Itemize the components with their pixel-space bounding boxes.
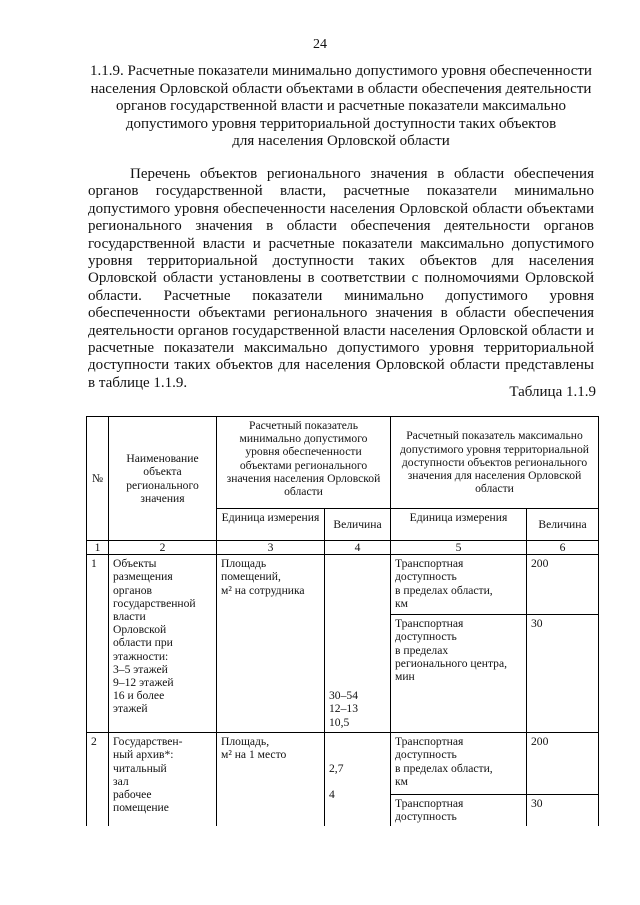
value: 10,5 (329, 715, 350, 729)
header-name: Наименование объекта регионального значения (109, 417, 217, 541)
name-line: зал (113, 774, 129, 788)
name-line: 3–5 этажей (113, 662, 168, 676)
access-value: 30 (527, 795, 599, 826)
header-min-group: Расчетный показатель минимально допустимого уровня обеспеченности объектами регионального значения населения Орловской области (217, 417, 391, 509)
access-line: в пределах области, (395, 583, 493, 597)
name-line: государственной (113, 596, 196, 610)
access-line: доступность (395, 748, 457, 762)
name-line: власти (113, 610, 146, 624)
name-line: читальный (113, 761, 167, 775)
value: 30–54 (329, 689, 358, 703)
name-line: этажей (113, 702, 148, 716)
access-line: в пределах области, (395, 761, 493, 775)
heading-line: 1.1.9. Расчетные показатели минимально допустимого уровня обеспеченности (90, 63, 592, 79)
name-line: ный архив*: (113, 748, 174, 762)
value: 2,7 (329, 762, 344, 776)
col-number: 1 (87, 541, 109, 555)
access-line: доступность (395, 570, 457, 584)
unit-line: м² на сотрудника (221, 583, 305, 597)
access-value: 200 (527, 555, 599, 615)
name-line: Государствен- (113, 735, 183, 749)
column-numbers-row (87, 541, 599, 555)
row-num: 2 (87, 733, 109, 826)
access-line: Транспортная (395, 735, 464, 749)
access-line: Транспортная (395, 797, 464, 811)
access-line: мин (395, 670, 415, 684)
name-line: Объекты (113, 557, 157, 571)
name-line: Орловской (113, 623, 167, 637)
table-row (87, 555, 599, 615)
header-num: № (87, 417, 109, 541)
header-max-group: Расчетный показатель максимально допустимого уровня территориальной доступности объектов регионального значения для населения Орловской области (391, 417, 599, 509)
unit-line: помещений, (221, 570, 281, 584)
row-name (109, 555, 217, 733)
access-unit (391, 615, 527, 733)
row-unit (217, 733, 325, 826)
table-caption: Таблица 1.1.9 (509, 384, 596, 400)
access-unit (391, 555, 527, 615)
name-line: области при (113, 636, 173, 650)
section-heading (80, 63, 602, 151)
header-unit-2: Единица измерения (391, 509, 527, 541)
col-number: 6 (527, 541, 599, 555)
name-line: этажности: (113, 649, 169, 663)
row-name (109, 733, 217, 826)
name-line: размещения (113, 570, 173, 584)
access-line: доступность (395, 810, 457, 824)
access-unit (391, 733, 527, 795)
header-value-2: Величина (527, 509, 599, 541)
access-line: регионального центра, (395, 656, 507, 670)
col-number: 4 (325, 541, 391, 555)
access-line: км (395, 774, 408, 788)
access-line: Транспортная (395, 617, 464, 631)
col-number: 5 (391, 541, 527, 555)
header-unit: Единица измерения (217, 509, 325, 541)
heading-line: органов государственной власти и расчетные показатели максимально (116, 98, 566, 114)
indicators-table (86, 416, 599, 826)
value: 12–13 (329, 702, 358, 716)
access-value: 200 (527, 733, 599, 795)
access-line: км (395, 596, 408, 610)
row-values (325, 733, 391, 826)
row-num: 1 (87, 555, 109, 733)
col-number: 3 (217, 541, 325, 555)
name-line: рабочее (113, 788, 152, 802)
access-line: в пределах (395, 643, 449, 657)
name-line: помещение (113, 801, 169, 815)
header-value: Величина (325, 509, 391, 541)
unit-line: м² на 1 место (221, 748, 287, 762)
name-line: 9–12 этажей (113, 676, 174, 690)
page-number: 24 (313, 37, 327, 52)
table-row (87, 733, 599, 795)
access-line: Транспортная (395, 557, 464, 571)
body-paragraph: Перечень объектов регионального значения в области обеспечения органов государственной власти, расчетные показатели минимально допустимого уровня обеспеченности населения Орловской области объектами регионального значения в области обеспечения деятельности органов государственной власти и расчетные показатели максимально допустимого уровня территориальной доступности таких объектов для населения Орловской области установлены в соответствии с полномочиями Орловской области. Расчетные показатели минимально допустимого уровня обеспеченности объектами регионального значения в области обеспечения деятельности органов государственной власти населения Орловской области и расчетные показатели максимально допустимого уровня территориальной доступности таких объектов для населения Орловской области представлены в таблице 1.1.9. (88, 166, 594, 391)
access-unit (391, 795, 527, 826)
name-line: 16 и более (113, 689, 165, 703)
table-header-row (87, 417, 599, 509)
heading-line: допустимого уровня территориальной доступности таких объектов (125, 115, 557, 132)
unit-line: Площадь, (221, 735, 270, 749)
row-values (325, 555, 391, 733)
row-unit (217, 555, 325, 733)
col-number: 2 (109, 541, 217, 555)
access-line: доступность (395, 630, 457, 644)
name-line: органов (113, 583, 152, 597)
unit-line: Площадь (221, 557, 267, 571)
heading-line: для населения Орловской области (232, 133, 450, 149)
access-value: 30 (527, 615, 599, 733)
value: 4 (329, 788, 335, 802)
heading-line: населения Орловской области объектами в области обеспечения деятельности (90, 80, 592, 97)
